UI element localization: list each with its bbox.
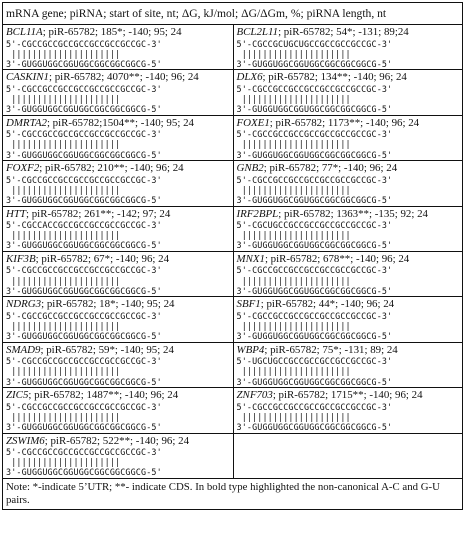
- mrna-sequence: 5'-CGCCGCCGCCGCCGCCGCCGCCGC-3': [6, 265, 162, 276]
- pirna-sequence: 3'-GUGGUGGCGGUGGCGGCGGCGGCG-5': [236, 58, 393, 69]
- table-cell: [233, 70, 463, 114]
- table-note: Note: *-indicate 5’UTR; **- indicate CDS. In bold type highlighted the non-canonical A-C and G-U pairs.: [6, 480, 440, 507]
- pirna-sequence: 3'-GUGGUGGCGGUGGCGGCGGCGGCG-5': [236, 422, 393, 432]
- gene-caption: [237, 208, 463, 221]
- table-row: [3, 25, 462, 70]
- pirna-sequence: 3'-GUGGUGGCGGUGGCGGCGGCGGCG-5': [236, 104, 393, 115]
- mrna-sequence: 5'-CGCCGCCGCCGCCGCCGCCGCCGC-3': [6, 38, 162, 49]
- pirna-sequence: 3'-GUGGUGGCGGUGGCGGCGGCGGCG-5': [6, 58, 162, 69]
- gene-caption: [6, 344, 233, 357]
- mrna-sequence: 5'-CGCCGCCGCCGCCGCCGCCGCCGC-3': [6, 447, 162, 458]
- table-row: [3, 116, 462, 161]
- gene-caption: [237, 389, 463, 402]
- binding-info: ; piR-65782; 4070**; -140; 96; 24: [48, 71, 199, 84]
- mrna-sequence: 5'-CGCCGCCGCCGCCGCCGCCGCCGC-3': [6, 310, 162, 321]
- table-cell: [3, 116, 233, 160]
- mrna-sequence: 5'-CGCCGCUGCUGCCGCCGCCGCCGC-3': [236, 38, 393, 49]
- gene-caption: [237, 117, 463, 130]
- pirna-sequence: 3'-GUGGUGGCGGUGGCGGCGGCGGCG-5': [236, 285, 393, 296]
- binding-info: ; piR-65782; 210**; -140; 96; 24: [39, 162, 184, 175]
- pairing-lines: |||||||||||||||||||||: [6, 48, 121, 59]
- binding-info: ; piR-65782; 678**; -140; 96; 24: [264, 252, 410, 265]
- gene-name: MNX1: [236, 252, 265, 265]
- table-cell: [233, 207, 463, 251]
- gene-name: ZNF703: [236, 389, 273, 402]
- table-row: [3, 161, 462, 206]
- mrna-sequence: 5'-CGCCGCCGCCGCCGCCGCCGCCGC-3': [6, 83, 162, 94]
- gene-name: FOXF2: [6, 162, 40, 175]
- mrna-sequence: 5'-CGCCGCCGCCGCCGCCGCCGCCGC-3': [236, 174, 393, 185]
- mrna-sequence: 5'-UGCUGCCGCCGCCGCCGCCGCCGC-3': [236, 356, 393, 367]
- gene-caption: [237, 298, 463, 311]
- table-cell: [3, 434, 233, 478]
- table-cell: [3, 70, 233, 114]
- gene-caption: [237, 344, 463, 357]
- gene-name: ZSWIM6: [6, 434, 45, 447]
- binding-info: ; piR-65782; 185*; -140; 95; 24: [42, 26, 182, 38]
- pairing-lines: |||||||||||||||||||||: [6, 366, 121, 377]
- pairing-lines: |||||||||||||||||||||: [6, 275, 121, 286]
- table-cell: [233, 161, 463, 205]
- gene-caption: [6, 162, 233, 175]
- pairing-lines: |||||||||||||||||||||: [6, 94, 121, 105]
- gene-caption: [6, 389, 233, 402]
- table-cell: [3, 161, 233, 205]
- gene-caption: [237, 26, 463, 39]
- binding-info: ; piR-65782; 54*; -131; 89;24: [278, 26, 409, 38]
- table-row: [3, 434, 462, 479]
- gene-name: KIF3B: [6, 252, 36, 265]
- binding-info: ; piR-65782; 75*; -131; 89; 24: [264, 343, 398, 356]
- pairing-lines: |||||||||||||||||||||: [236, 275, 351, 286]
- pairing-lines: |||||||||||||||||||||: [6, 184, 121, 195]
- pirna-sequence: 3'-GUGGUGGCGGUGGCGGCGGCGGCG-5': [6, 376, 162, 387]
- table-cell: [233, 25, 463, 69]
- table-cell: [3, 388, 233, 432]
- binding-info: ; piR-65782; 1173**; -140; 96; 24: [269, 116, 420, 129]
- table-body: [3, 25, 462, 479]
- binding-info: ; piR-65782; 67*; -140; 96; 24: [35, 252, 170, 265]
- mrna-sequence: 5'-CGCCGCCGCCGCCGCCGCCGCCGC-3': [236, 401, 393, 412]
- pairing-lines: |||||||||||||||||||||: [236, 411, 351, 422]
- pairing-lines: |||||||||||||||||||||: [236, 230, 351, 241]
- table-cell: [3, 25, 233, 69]
- pairing-lines: |||||||||||||||||||||: [6, 321, 121, 332]
- table-cell: [233, 434, 463, 478]
- binding-info: ; piR-65782; 44*; -140; 96; 24: [260, 298, 395, 311]
- pirna-sequence: 3'-GUGGUGGCGGUGGCGGCGGCGGCG-5': [6, 149, 162, 160]
- table-cell: [233, 252, 463, 296]
- table-cell: [3, 207, 233, 251]
- mrna-sequence: 5'-CGCCGCCGCCGCCGCCGCCGCCGC-3': [236, 265, 393, 276]
- binding-info: ; piR-65782; 134**; -140; 96; 24: [262, 71, 407, 84]
- binding-info: ; piR-65782; 1487**; -140; 96; 24: [28, 389, 179, 402]
- gene-name: GNB2: [236, 162, 264, 175]
- table-row: [3, 70, 462, 115]
- mrna-sequence: 5'-CGCCGCCGCCGCCGCCGCCGCCGC-3': [236, 310, 393, 321]
- pirna-sequence: 3'-GUGGUGGCGGUGGCGGCGGCGGCG-5': [6, 285, 162, 296]
- binding-info: ; piR-65782; 77*; -140; 96; 24: [263, 162, 398, 175]
- pairing-lines: |||||||||||||||||||||: [6, 230, 121, 241]
- gene-caption: [6, 26, 233, 39]
- gene-name: IRF2BPL: [236, 207, 279, 220]
- pirna-sequence: 3'-GUGGUGGCGGUGGCGGCGGCGGCG-5': [236, 195, 393, 206]
- pairing-lines: |||||||||||||||||||||: [6, 411, 121, 422]
- pairing-lines: |||||||||||||||||||||: [236, 48, 351, 59]
- mrna-sequence: 5'-CGCCGCCGCCGCCGCCGCCGCCGC-3': [6, 401, 162, 412]
- mrna-sequence: 5'-CGCCACCGCCGCCGCCGCCGCCGC-3': [6, 220, 162, 231]
- gene-caption: [6, 208, 233, 221]
- pairing-lines: |||||||||||||||||||||: [236, 184, 351, 195]
- table-row: [3, 343, 462, 388]
- pairing-lines: |||||||||||||||||||||: [236, 139, 351, 150]
- gene-name: WBP4: [236, 343, 265, 356]
- table-cell: [3, 252, 233, 296]
- binding-info: ; piR-65782; 18*; -140; 95; 24: [41, 298, 175, 311]
- gene-name: SMAD9: [6, 343, 41, 356]
- gene-name: BCL11A: [6, 26, 43, 38]
- table-cell: [233, 343, 463, 387]
- pirna-sequence: 3'-GUGGUGGCGGUGGCGGCGGCGGCG-5': [6, 331, 162, 342]
- table-row: [3, 388, 462, 433]
- table-cell: [233, 388, 463, 432]
- gene-name: CASKIN1: [6, 71, 49, 84]
- pairing-lines: |||||||||||||||||||||: [236, 366, 351, 377]
- pirna-sequence: 3'-GUGGUGGCGGUGGCGGCGGCGGCG-5': [6, 104, 162, 115]
- mrna-sequence: 5'-CGCCGCCGCCGCCGCCGCCGCCGC-3': [6, 356, 162, 367]
- gene-caption: [6, 298, 233, 311]
- gene-caption: [6, 435, 233, 448]
- pairing-lines: |||||||||||||||||||||: [236, 94, 351, 105]
- pirna-sequence: 3'-GUGGUGGCGGUGGCGGCGGCGGCG-5': [236, 331, 393, 342]
- binding-info: ; piR-65782; 261**; -142; 97; 24: [25, 207, 171, 220]
- gene-caption: [237, 71, 463, 84]
- gene-caption: [6, 253, 233, 266]
- table-header: mRNA gene; piRNA; start of site, nt; ΔG, kJ/mol; ΔG/ΔGm, %; piRNA length, nt: [3, 3, 462, 25]
- binding-info: ; piR-65782;1504**; -140; 95; 24: [46, 116, 194, 129]
- pairing-lines: |||||||||||||||||||||: [6, 457, 121, 468]
- table-row: [3, 207, 462, 252]
- table-row: [3, 297, 462, 342]
- gene-caption: [237, 162, 463, 175]
- gene-name: NDRG3: [6, 298, 42, 311]
- pairing-lines: |||||||||||||||||||||: [6, 139, 121, 150]
- pirna-sequence: 3'-GUGGUGGCGGUGGCGGCGGCGGCG-5': [6, 195, 162, 206]
- gene-name: FOXE1: [236, 116, 270, 129]
- gene-caption: [6, 117, 233, 130]
- table-cell: [233, 297, 463, 341]
- gene-name: ZIC5: [6, 389, 29, 402]
- gene-caption: [6, 71, 233, 84]
- pirna-sequence: 3'-GUGGUGGCGGUGGCGGCGGCGGCG-5': [236, 240, 393, 251]
- gene-caption: [237, 253, 463, 266]
- mrna-sequence: 5'-CGCUGCCGCCGCCGCCGCCGCCGC-3': [236, 220, 393, 231]
- pirna-sequence: 3'-GUGGUGGCGGUGGCGGCGGCGGCG-5': [6, 467, 162, 478]
- table-cell: [3, 343, 233, 387]
- gene-name: SBF1: [236, 298, 261, 311]
- mrna-sequence: 5'-CGCCGCCGCCGCCGCCGCCGCCGC-3': [6, 129, 162, 140]
- pirna-binding-table: [2, 2, 463, 510]
- gene-name: BCL2L11: [236, 26, 279, 38]
- binding-info: ; piR-65782; 1363**; -135; 92; 24: [278, 207, 428, 220]
- pirna-sequence: 3'-GUGGUGGCGGUGGCGGCGGCGGCG-5': [236, 376, 393, 387]
- mrna-sequence: 5'-CGCCGCCGCCGCCGCCGCCGCCGC-3': [236, 83, 393, 94]
- gene-name: DLX6: [236, 71, 263, 84]
- pirna-sequence: 3'-GUGGUGGCGGUGGCGGCGGCGGCG-5': [6, 422, 162, 432]
- binding-info: ; piR-65782; 59*; -140; 95; 24: [40, 343, 174, 356]
- gene-name: DMRTA2: [6, 116, 47, 129]
- table-cell: [233, 116, 463, 160]
- pairing-lines: |||||||||||||||||||||: [236, 321, 351, 332]
- binding-info: ; piR-65782; 1715**; -140; 96; 24: [272, 389, 423, 402]
- pirna-sequence: 3'-GUGGUGGCGGUGGCGGCGGCGGCG-5': [236, 149, 393, 160]
- table-row: [3, 252, 462, 297]
- mrna-sequence: 5'-CGCCGCCGCCGCCGCCGCCGCCGC-3': [6, 174, 162, 185]
- mrna-sequence: 5'-CGCCGCCGCCGCCGCCGCCGCCGC-3': [236, 129, 393, 140]
- gene-name: HTT: [6, 207, 26, 220]
- pirna-sequence: 3'-GUGGUGGCGGUGGCGGCGGCGGCG-5': [6, 240, 162, 251]
- table-cell: [3, 297, 233, 341]
- binding-info: ; piR-65782; 522**; -140; 96; 24: [44, 434, 190, 447]
